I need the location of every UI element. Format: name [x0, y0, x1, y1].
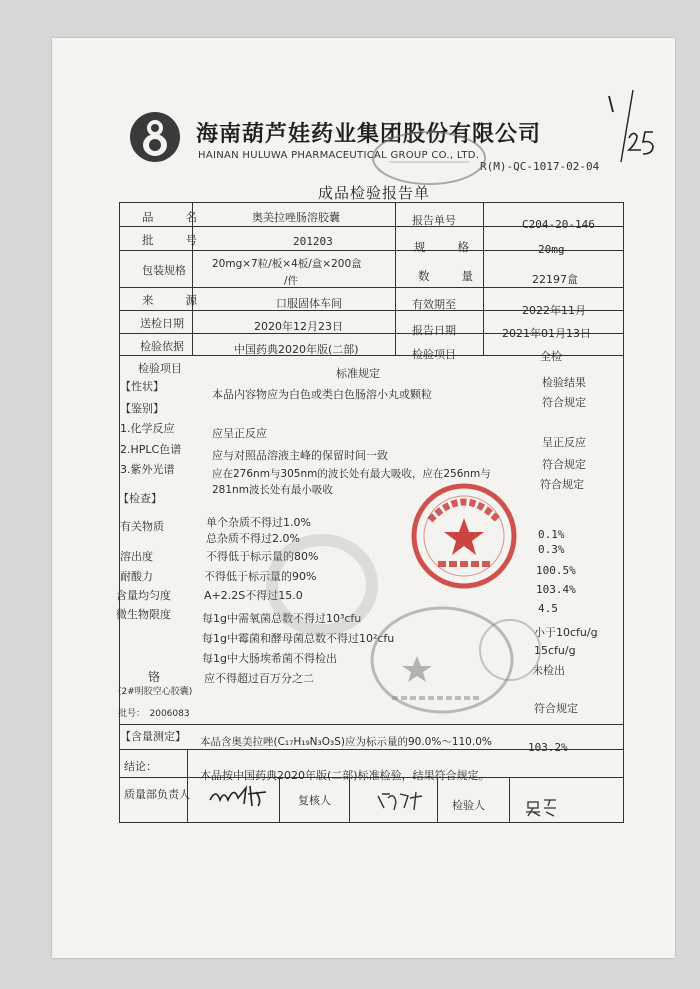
- inspector-signature: [524, 796, 560, 818]
- row-result: 小于10cfu/g: [534, 626, 598, 639]
- col-standard-header: 标准规定: [336, 367, 380, 380]
- row-item: 含量均匀度: [116, 589, 171, 602]
- conclusion-label: 结论：: [124, 760, 157, 773]
- row-standard: 不得低于标示量的80%: [206, 550, 319, 563]
- assay-standard: 本品含奥美拉唑(C₁₇H₁₉N₃O₃S)应为标示量的90.0%～110.0%: [200, 736, 492, 748]
- conclusion-text: 本品按中国药典2020年版(二部)标准检验，结果符合规定。: [200, 769, 490, 782]
- product-name-label: 品 名: [142, 210, 200, 224]
- basis-label: 检验依据: [140, 340, 184, 353]
- row-standard: 每1g中霉菌和酵母菌总数不得过10²cfu: [202, 632, 395, 645]
- row-standard: A+2.2S不得过15.0: [204, 589, 303, 602]
- inspection-stamp-bottom: [362, 600, 542, 720]
- row-item: (2#明胶空心胶囊): [118, 687, 193, 697]
- row-item: 耐酸力: [120, 570, 153, 583]
- assay-result: 103.2%: [528, 741, 568, 754]
- quantity-label: 数 量: [418, 269, 476, 283]
- source-label: 来 源: [142, 293, 200, 307]
- expiry-value: 2022年11月: [522, 304, 586, 317]
- row-result: 呈正反应: [542, 436, 586, 449]
- report-title: 成品检验报告单: [318, 184, 431, 202]
- sent-date: 2020年12月23日: [254, 320, 343, 333]
- row-standard: 不得低于标示量的90%: [204, 570, 317, 583]
- inspection-stamp-top: [369, 128, 489, 188]
- row-item: 【性状】: [120, 380, 164, 393]
- batch-label: 批 号: [142, 233, 200, 247]
- row-result: 符合规定: [542, 396, 586, 409]
- report-date-label: 报告日期: [412, 324, 456, 337]
- inspector-label: 检验人: [452, 799, 485, 812]
- row-item: 2.HPLC色谱: [120, 443, 182, 456]
- row-result: 未检出: [532, 664, 565, 677]
- row-standard: 本品内容物应为白色或类白色肠溶小丸或颗粒: [212, 388, 432, 401]
- document-code: R(M)-QC-1017-02-04: [480, 160, 600, 173]
- batch-number: 201203: [293, 235, 333, 248]
- row-standard: 应在276nm与305nm的波长处有最大吸收，应在256nm与: [212, 468, 491, 480]
- company-name-cn: 海南葫芦娃药业集团股份有限公司: [196, 121, 542, 147]
- sent-date-label: 送检日期: [140, 317, 184, 330]
- row-result: 符合规定: [540, 478, 584, 491]
- quantity-value: 22197盒: [532, 273, 578, 286]
- expiry-label: 有效期至: [412, 298, 456, 311]
- packing-label: 包装规格: [142, 264, 186, 277]
- company-red-stamp: [408, 480, 520, 592]
- row-standard: 总杂质不得过2.0%: [206, 532, 300, 545]
- row-standard: 每1g中需氧菌总数不得过10³cfu: [202, 612, 362, 625]
- row-result: 4.5: [538, 602, 558, 615]
- row-item: 3.紫外光谱: [120, 463, 175, 476]
- report-no-label: 报告单号: [412, 214, 456, 227]
- reviewer-label: 复核人: [298, 794, 331, 807]
- row-result: 0.1%: [538, 528, 565, 541]
- report-date: 2021年01月13日: [502, 327, 591, 340]
- col-item-header: 检验项目: [138, 362, 182, 375]
- row-item: 溶出度: [120, 550, 153, 563]
- row-result: 0.3%: [538, 543, 565, 556]
- spec-label: 规 格: [414, 240, 472, 254]
- row-result: 100.5%: [536, 564, 576, 577]
- row-standard: 单个杂质不得过1.0%: [206, 516, 311, 529]
- row-result: 103.4%: [536, 583, 576, 596]
- row-item: 有关物质: [120, 520, 164, 533]
- row-standard: 应呈正反应: [212, 427, 267, 440]
- qa-head-signature: [206, 782, 272, 810]
- spec-value: 20mg: [538, 243, 565, 256]
- row-standard: 应不得超过百万分之二: [204, 672, 314, 685]
- row-standard-continued: 281nm波长处有最小吸收: [212, 484, 333, 496]
- basis-value: 中国药典2020年版(二部): [234, 343, 359, 356]
- row-result: 符合规定: [542, 458, 586, 471]
- report-no: C204-20-146: [522, 218, 595, 231]
- row-item: 微生物限度: [116, 608, 171, 621]
- row-result: 符合规定: [534, 702, 578, 715]
- row-item: 铬: [148, 670, 161, 684]
- row-standard: 每1g中大肠埃希菌不得检出: [202, 652, 337, 665]
- row-item: 1.化学反应: [120, 422, 175, 435]
- packing-line-2: /件: [284, 275, 299, 287]
- reviewer-signature: [374, 788, 426, 814]
- company-logo: [128, 110, 182, 164]
- row-item: 【鉴别】: [120, 402, 164, 415]
- row-standard: 应与对照品溶液主峰的保留时间一致: [212, 449, 388, 462]
- ink-smudge: [262, 530, 382, 640]
- assay-label: 【含量测定】: [120, 730, 186, 743]
- qa-head-label: 质量部负责人: [124, 788, 190, 801]
- row-result: 15cfu/g: [534, 644, 576, 657]
- test-item-label: 检验项目: [412, 348, 456, 361]
- company-name-en: HAINAN HULUWA PHARMACEUTICAL GROUP CO., LTD.: [198, 150, 480, 161]
- row-item: 批号： 2006083: [118, 709, 190, 719]
- test-item-value: 全检: [540, 350, 562, 363]
- col-result-header: 检验结果: [542, 376, 586, 389]
- row-item: 【检查】: [118, 492, 162, 505]
- packing-line-1: 20mg×7粒/板×4板/盒×200盒: [212, 258, 362, 270]
- source-value: 口服固体车间: [276, 297, 342, 310]
- product-name: 奥美拉唑肠溶胶囊: [252, 211, 340, 224]
- handwritten-page-number: [603, 88, 663, 168]
